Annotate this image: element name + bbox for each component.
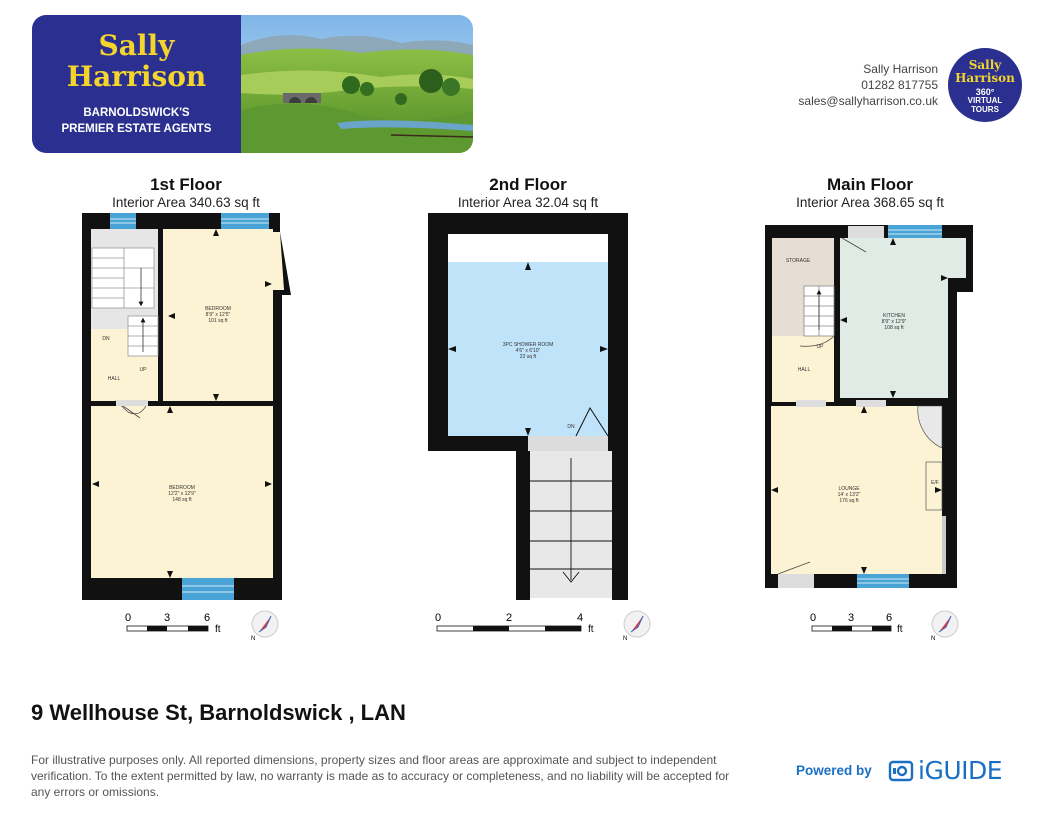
room-name-kitchen: KITCHEN	[883, 313, 905, 319]
floor-area-main: Interior Area 368.65 sq ft	[796, 195, 944, 210]
scale-tick-2nd-0: 0	[434, 612, 442, 624]
stair-label-dn-2nd: DN	[567, 424, 575, 430]
compass-label-2nd: N	[623, 636, 628, 642]
scale-tick-1st-2: 6	[203, 612, 211, 624]
floor-area-1st: Interior Area 340.63 sq ft	[112, 195, 260, 210]
room-dims-bedroom-bottom: 12'2" x 12'9"	[168, 491, 196, 497]
contact-name: Sally Harrison	[863, 62, 938, 76]
stair-label-dn-1st: DN	[102, 336, 110, 342]
room-dims-kitchen: 8'9" x 12'9"	[881, 319, 907, 325]
room-name-shower: 3PC SHOWER ROOM	[502, 342, 554, 348]
window-lounge	[857, 574, 909, 588]
logo-tagline-2: PREMIER ESTATE AGENTS	[61, 123, 212, 135]
floor-title-2nd: 2nd Floor	[489, 175, 567, 194]
plan-2nd-floor	[428, 213, 628, 600]
badge-360: 360°	[975, 87, 995, 97]
scale-tick-2nd-2: 4	[576, 612, 584, 624]
badge-tours: TOURS	[971, 105, 999, 114]
compass-label-main: N	[931, 636, 936, 642]
badge-virtual: VIRTUAL	[967, 96, 1003, 105]
scale-unit-1st: ft	[215, 624, 221, 635]
window-1st-top	[221, 213, 269, 229]
iguide-camera-icon	[888, 759, 914, 783]
room-dims-shower: 4'6" x 6'10"	[515, 348, 541, 354]
stair-label-up-main: UP	[816, 344, 824, 350]
iguide-brand-text: iGUIDE	[918, 756, 1003, 785]
contact-email[interactable]: sales@sallyharrison.co.uk	[798, 94, 938, 108]
room-name-lounge: LOUNGE	[838, 486, 860, 492]
room-name-hall-1st: HALL	[107, 376, 121, 382]
scale-bar-main	[812, 626, 891, 631]
logo-tagline-1: BARNOLDSWICK'S	[83, 107, 190, 119]
scale-tick-main-2: 6	[885, 612, 893, 624]
room-dims-lounge: 14' x 13'2"	[837, 492, 861, 498]
badge-name-first: Sally	[968, 58, 1002, 72]
logo-name-first: Sally	[98, 29, 175, 62]
room-name-bedroom-top: BEDROOM	[205, 306, 231, 312]
stair-label-up-1st: UP	[139, 367, 147, 373]
room-area-kitchen: 108 sq ft	[884, 325, 904, 331]
fireplace	[926, 462, 942, 510]
badge-name-last: Harrison	[955, 71, 1015, 85]
room-area-bedroom-top: 101 sq ft	[208, 318, 228, 324]
window-1st-stairs	[110, 213, 136, 229]
room-name-bedroom-bottom: BEDROOM	[169, 485, 195, 491]
scale-bar-1st	[127, 626, 208, 631]
logo-name-last: Harrison	[66, 60, 207, 93]
room-dims-bedroom-top: 8'9" x 12'5"	[205, 312, 231, 318]
eaves-area	[448, 234, 608, 262]
floor-title-main: Main Floor	[827, 175, 913, 194]
floor-area-2nd: Interior Area 32.04 sq ft	[457, 195, 599, 210]
fireplace-label: E/F	[931, 480, 939, 486]
scale-unit-2nd: ft	[588, 624, 594, 635]
room-area-shower: 22 sq ft	[519, 354, 537, 360]
room-area-lounge: 176 sq ft	[839, 498, 859, 504]
scale-bar-2nd	[437, 626, 581, 631]
window-1st-bottom	[182, 578, 234, 600]
scale-tick-1st-1: 3	[163, 612, 171, 624]
room-area-bedroom-bottom: 148 sq ft	[172, 497, 192, 503]
powered-by-label: Powered by	[796, 763, 872, 778]
scale-tick-main-1: 3	[847, 612, 855, 624]
compass-icon-2nd	[624, 611, 650, 637]
room-name-hall-main: HALL	[797, 367, 811, 373]
scale-unit-main: ft	[897, 624, 903, 635]
compass-icon-main	[932, 611, 958, 637]
plan-main-floor	[765, 225, 973, 588]
floor-title-1st: 1st Floor	[150, 175, 222, 194]
scale-tick-2nd-1: 2	[505, 612, 513, 624]
scale-tick-1st-0: 0	[124, 612, 132, 624]
scale-tick-main-0: 0	[809, 612, 817, 624]
room-name-storage: STORAGE	[785, 258, 811, 264]
window-kitchen	[888, 225, 942, 238]
compass-icon-1st	[252, 611, 278, 637]
contact-phone[interactable]: 01282 817755	[861, 78, 938, 92]
plan-1st-floor	[82, 213, 291, 600]
property-address: 9 Wellhouse St, Barnoldswick , LAN	[31, 700, 406, 725]
compass-label-1st: N	[251, 636, 256, 642]
iguide-logo[interactable]	[888, 756, 1002, 786]
disclaimer-text: For illustrative purposes only. All reported dimensions, property sizes and floor areas are approximate and subject to independent verification. To the extent permitted by law, no warranty is made as to accuracy or completeness, and no liability will be accepted for any errors or omissions.	[31, 753, 730, 799]
